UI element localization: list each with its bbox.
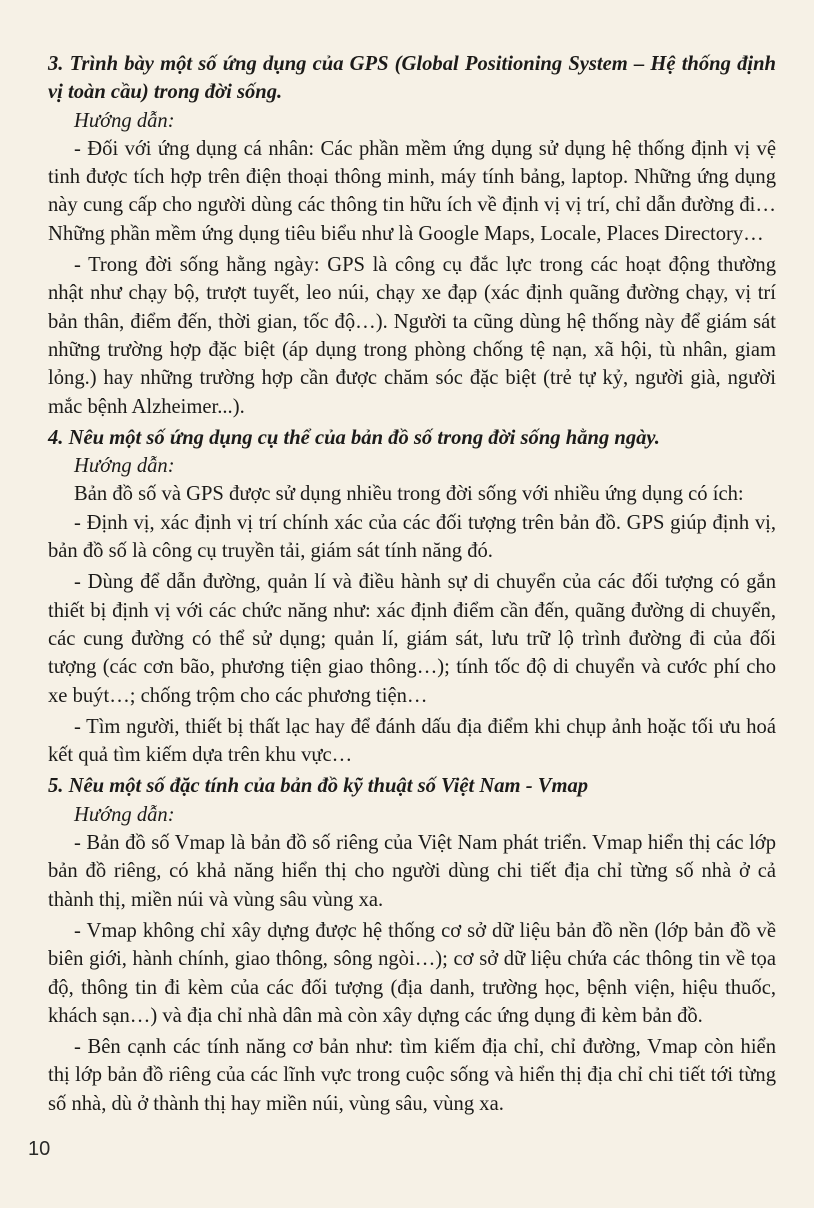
question-4-heading: 4. Nêu một số ứng dụng cụ thể của bản đồ số trong đời sống hằng ngày. <box>48 426 660 449</box>
question-3-guide-label: Hướng dẫn: <box>74 109 175 132</box>
question-5-paragraph: - Bản đồ số Vmap là bản đồ số riêng của Việt Nam phát triển. Vmap hiển thị các lớp bản đồ riêng, có khả năng hiển thị cho người dùng chi tiết địa chỉ từng số nhà ở cả thành thị, miền núi và vùng sâu vùng xa. <box>48 832 776 911</box>
page-number: 10 <box>28 1138 51 1160</box>
question-3-heading: 3. Trình bày một số ứng dụng của GPS (Global Positioning System – Hệ thống định vị toàn cầu) trong đời sống. <box>48 53 776 104</box>
question-3-paragraph: - Đối với ứng dụng cá nhân: Các phần mềm ứng dụng sử dụng hệ thống định vị vệ tinh được tích hợp trên điện thoại thông minh, máy tính bảng, laptop. Những ứng dụng này cung cấp cho người dùng các thông tin hữu ích về định vị vị trí, chỉ dẫn đường đi… Những phần mềm ứng dụng tiêu biểu như là Google Maps, Locale, Places Directory… <box>48 137 776 245</box>
question-5-paragraph: - Vmap không chỉ xây dựng được hệ thống cơ sở dữ liệu bản đồ nền (lớp bản đồ về biên giới, hành chính, giao thông, sông ngòi…); cơ sở dữ liệu chứa các thông tin về tọa độ, thông tin đi kèm của các đối tượng (địa danh, trường học, bệnh viện, hiệu thuốc, khách sạn…) và địa chỉ nhà dân mà còn xây dựng các ứng dụng đi kèm bản đồ. <box>48 919 776 1027</box>
question-4-paragraph: - Dùng để dẫn đường, quản lí và điều hành sự di chuyển của các đối tượng có gắn thiết bị định vị với các chức năng như: xác định điểm cần đến, quãng đường di chuyển, các cung đường có thể sử dụng; quản lí, giám sát, lưu trữ lộ trình đường đi của đối tượng (các cơn bão, phương tiện giao thông…); tính tốc độ di chuyển và cước phí cho xe buýt…; chống trộm cho các phương tiện… <box>48 571 776 707</box>
question-4-paragraph: Bản đồ số và GPS được sử dụng nhiều trong đời sống với nhiều ứng dụng có ích: <box>74 483 744 506</box>
question-3-paragraph: - Trong đời sống hằng ngày: GPS là công cụ đắc lực trong các hoạt động thường nhật như chạy bộ, trượt tuyết, leo núi, chạy xe đạp (xác định quãng đường chạy, vị trí bản thân, điểm đến, thời gian, tốc độ…). Người ta cũng dùng hệ thống này để giám sát những trường hợp đặc biệt (áp dụng trong phòng chống tệ nạn, xã hội, tù nhân, giam lỏng.) hay những trường hợp cần được chăm sóc đặc biệt (trẻ tự kỷ, người già, người mắc bệnh Alzheimer...). <box>48 254 776 418</box>
page-content <box>48 50 776 1118</box>
question-5-paragraph: - Bên cạnh các tính năng cơ bản như: tìm kiếm địa chỉ, chỉ đường, Vmap còn hiển thị lớp bản đồ riêng của các lĩnh vực trong cuộc sống và hiển thị địa chỉ chi tiết tới từng số nhà, dù ở thành thị hay miền núi, vùng sâu, vùng xa. <box>48 1036 776 1115</box>
question-4-guide-label: Hướng dẫn: <box>74 455 175 478</box>
question-5-heading: 5. Nêu một số đặc tính của bản đồ kỹ thuật số Việt Nam - Vmap <box>48 775 589 798</box>
question-4-paragraph: - Định vị, xác định vị trí chính xác của các đối tượng trên bản đồ. GPS giúp định vị, bản đồ số là công cụ truyền tải, giám sát tính năng đó. <box>48 511 776 563</box>
question-4-paragraph: - Tìm người, thiết bị thất lạc hay để đánh dấu địa điểm khi chụp ảnh hoặc tối ưu hoá kết quả tìm kiếm dựa trên khu vực… <box>48 715 776 767</box>
question-5-guide-label: Hướng dẫn: <box>74 803 175 826</box>
